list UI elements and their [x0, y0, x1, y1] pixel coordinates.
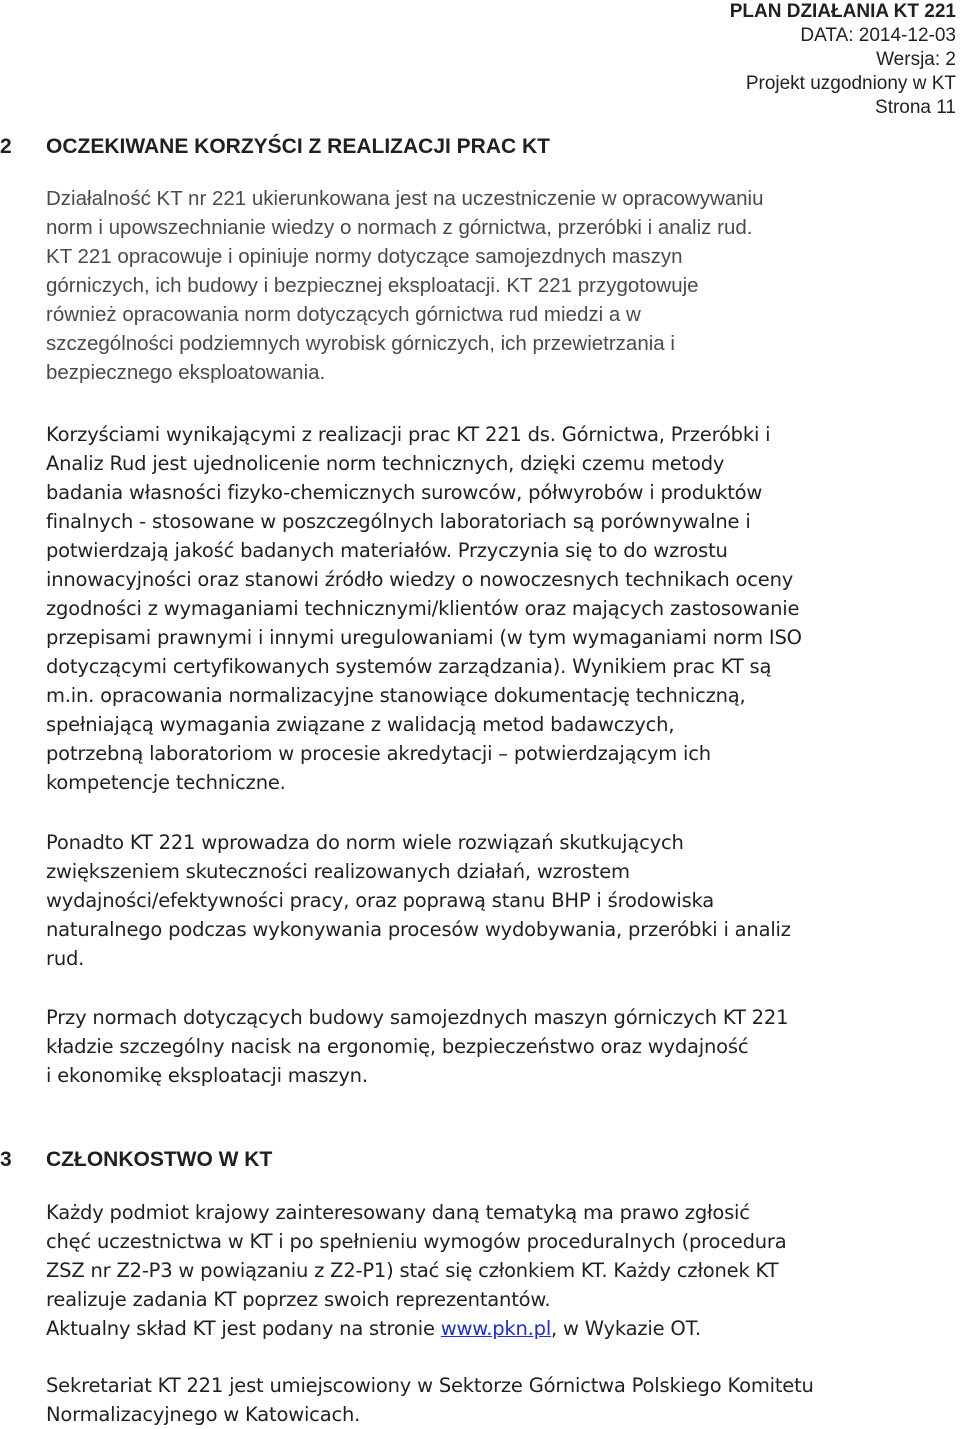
benefits-paragraph: [46, 420, 960, 797]
text-line: Działalność KT nr 221 ukierunkowana jest na uczestniczenie w opracowywaniu: [46, 187, 764, 210]
section-3-number: 3: [0, 1148, 12, 1171]
text-line: KT 221 opracowuje i opiniuje normy dotyczące samojezdnych maszyn: [46, 245, 683, 268]
text-line: potrzebną laboratoriom w procesie akredytacji – potwierdzającym ich: [46, 742, 711, 765]
text-line: i ekonomikę eksploatacji maszyn.: [46, 1064, 368, 1087]
text-line: Każdy podmiot krajowy zainteresowany daną tematyką ma prawo zgłosić: [46, 1201, 750, 1224]
text-line: norm i upowszechnianie wiedzy o normach z górnictwa, przeróbki i analiz rud.: [46, 216, 753, 239]
document-date: DATA: 2014-12-03: [800, 25, 956, 46]
text-line: kładzie szczególny nacisk na ergonomię, bezpieczeństwo oraz wydajność: [46, 1035, 749, 1058]
text-line: finalnych - stosowane w poszczególnych laboratoriach są porównywalne i: [46, 510, 751, 533]
section-3-title: CZŁONKOSTWO W KT: [46, 1148, 273, 1171]
plan-title: PLAN DZIAŁANIA KT 221: [729, 1, 956, 22]
text-line: Analiz Rud jest ujednolicenie norm technicznych, dzięki czemu metody: [46, 452, 725, 475]
text-line: realizuje zadania KT poprzez swoich reprezentantów.: [46, 1288, 551, 1311]
membership-lines: [46, 1198, 960, 1314]
document-version: Wersja: 2: [876, 49, 956, 70]
text-line: Korzyściami wynikającymi z realizacji prac KT 221 ds. Górnictwa, Przeróbki i: [46, 423, 771, 446]
pkn-website-link[interactable]: www.pkn.pl: [440, 1317, 552, 1340]
text-line: wydajności/efektywności pracy, oraz poprawą stanu BHP i środowiska: [46, 889, 715, 912]
text-line: m.in. opracowania normalizacyjne stanowiące dokumentację techniczną,: [46, 684, 746, 707]
membership-paragraph: [46, 1198, 960, 1343]
text-line: spełniającą wymagania związane z walidacją metod badawczych,: [46, 713, 675, 736]
document-header: [730, 0, 956, 120]
text-line: Sekretariat KT 221 jest umiejscowiony w Sektorze Górnictwa Polskiego Komitetu: [46, 1374, 814, 1397]
text-line: również opracowania norm dotyczących górnictwa rud miedzi a w: [46, 303, 641, 326]
page-number: Strona 11: [875, 97, 956, 118]
text-line: badania własności fizyko-chemicznych surowców, półwyrobów i produktów: [46, 481, 763, 504]
text-line: Przy normach dotyczących budowy samojezdnych maszyn górniczych KT 221: [46, 1006, 789, 1029]
text-line: Normalizacyjnego w Katowicach.: [46, 1403, 361, 1426]
text-line: potwierdzają jakość badanych materiałów. Przyczynia się to do wzrostu: [46, 539, 728, 562]
text-line: szczególności podziemnych wyrobisk górniczych, ich przewietrzania i: [46, 332, 675, 355]
moreover-paragraph: [46, 828, 960, 973]
text-line: innowacyjności oraz stanowi źródło wiedzy o nowoczesnych technikach oceny: [46, 568, 794, 591]
ergonomics-paragraph: [46, 1003, 960, 1090]
composition-line: [46, 1314, 960, 1343]
text-line: bezpiecznego eksploatowania.: [46, 361, 326, 384]
text-line: naturalnego podczas wykonywania procesów wydobywania, przeróbki i analiz: [46, 918, 791, 941]
text-line: przepisami prawnymi i innymi uregulowaniami (w tym wymaganiami norm ISO: [46, 626, 802, 649]
section-2-number: 2: [0, 135, 12, 158]
composition-prefix: Aktualny skład KT jest podany na stronie: [46, 1317, 441, 1340]
text-line: zwiększeniem skuteczności realizowanych działań, wzrostem: [46, 860, 630, 883]
text-line: kompetencje techniczne.: [46, 771, 286, 794]
document-status: Projekt uzgodniony w KT: [745, 73, 956, 94]
composition-suffix: , w Wykazie OT.: [551, 1317, 701, 1340]
section-2-title: OCZEKIWANE KORZYŚCI Z REALIZACJI PRAC KT: [46, 135, 551, 158]
text-line: chęć uczestnictwa w KT i po spełnieniu wymogów proceduralnych (procedura: [46, 1230, 787, 1253]
text-line: ZSZ nr Z2-P3 w powiązaniu z Z2-P1) stać się członkiem KT. Każdy członek KT: [46, 1259, 779, 1282]
intro-paragraph: [46, 184, 960, 387]
text-line: dotyczącymi certyfikowanych systemów zarządzania). Wynikiem prac KT są: [46, 655, 772, 678]
text-line: rud.: [46, 947, 85, 970]
secretariat-paragraph: [46, 1371, 960, 1429]
text-line: Ponadto KT 221 wprowadza do norm wiele rozwiązań skutkujących: [46, 831, 684, 854]
text-line: zgodności z wymaganiami technicznymi/klientów oraz mających zastosowanie: [46, 597, 800, 620]
text-line: górniczych, ich budowy i bezpiecznej eksploatacji. KT 221 przygotowuje: [46, 274, 699, 297]
